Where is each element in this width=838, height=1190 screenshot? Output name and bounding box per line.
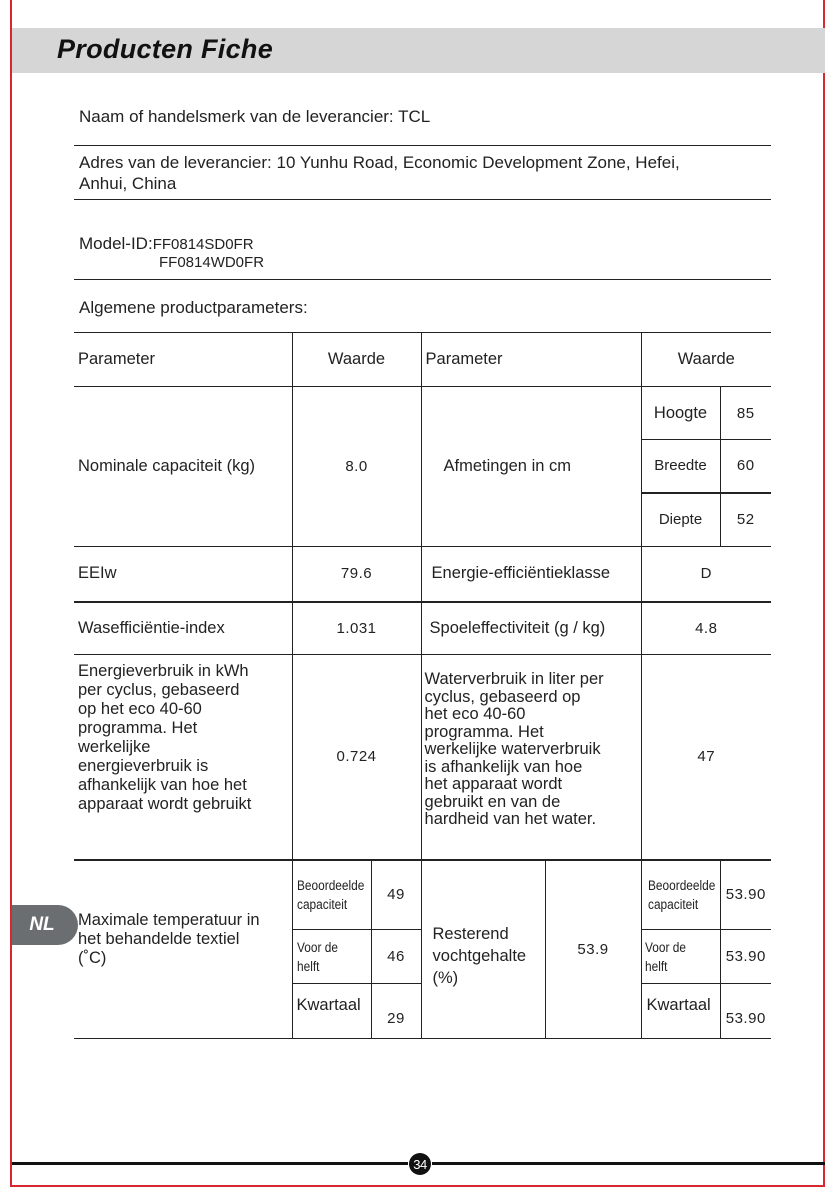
temp-quarter-value: 29	[371, 984, 421, 1039]
water-consumption-line: is afhankelijk van hoe	[424, 757, 583, 776]
energy-class-value: D	[641, 547, 771, 602]
header-value-1: Waarde	[292, 333, 421, 387]
max-temperature-line: (˚C)	[78, 948, 107, 967]
water-consumption-label	[421, 655, 641, 860]
language-tab-nl: NL	[12, 905, 78, 945]
water-consumption-line: werkelijke waterverbruik	[424, 740, 601, 758]
table-header-row	[74, 333, 771, 387]
energy-consumption-value: 0.724	[292, 655, 421, 860]
max-temperature-line: Maximale temperatuur in	[78, 910, 260, 929]
temp-item-label: capaciteit	[296, 896, 347, 912]
energy-consumption-line: per cyclus, gebaseerd	[78, 681, 240, 699]
page-number: 34	[409, 1153, 431, 1175]
table-row	[74, 860, 771, 930]
moist-half-label	[641, 930, 720, 984]
table-row	[74, 655, 771, 860]
moist-rated-label	[641, 860, 720, 930]
temp-half-label	[292, 930, 371, 984]
depth-label: Diepte	[641, 493, 720, 547]
moist-item-label: Voor de helft	[644, 939, 686, 974]
header-value-2: Waarde	[641, 333, 771, 387]
model-id-2: FF0814WD0FR	[159, 254, 265, 271]
temp-quarter-label	[292, 984, 371, 1039]
energy-consumption-line: werkelijke	[78, 738, 151, 756]
supplier-address-line-2: Anhui, China	[79, 174, 177, 193]
energy-consumption-line: Energieverbruik in kWh	[78, 662, 249, 680]
energy-consumption-text	[78, 662, 288, 814]
water-consumption-line: gebruikt en van de	[424, 792, 561, 811]
temp-item-label: Voor de helft	[296, 939, 338, 974]
moist-rated-value: 53.90	[720, 860, 771, 930]
residual-moisture-line: (%)	[432, 969, 459, 988]
divider	[74, 199, 771, 200]
height-label: Hoogte	[641, 387, 720, 440]
width-label: Breedte	[641, 440, 720, 493]
residual-moisture-line: vochtgehalte	[432, 947, 527, 966]
parameters-table	[74, 332, 771, 1039]
max-temperature-line: het behandelde textiel	[78, 929, 240, 948]
temp-rated-value: 49	[371, 860, 421, 930]
energy-class-label: Energie-efficiëntieklasse	[421, 547, 641, 602]
dimensions-label: Afmetingen in cm	[421, 387, 641, 547]
table-row	[74, 602, 771, 655]
moist-item-label: capaciteit	[647, 896, 698, 912]
wash-index-value: 1.031	[292, 602, 421, 655]
energy-consumption-label	[74, 655, 292, 860]
residual-moisture-text	[433, 923, 545, 989]
residual-moisture-value: 53.9	[545, 860, 641, 1039]
moist-quarter-label	[641, 984, 720, 1039]
water-consumption-text	[425, 671, 637, 829]
supplier-address	[79, 152, 680, 194]
height-value: 85	[720, 387, 771, 440]
max-temperature-text	[78, 911, 292, 968]
temp-rated-label	[292, 860, 371, 930]
moist-item-label: Kwartaal	[646, 996, 711, 1014]
wash-index-label: Wasefficiëntie-index	[74, 602, 292, 655]
model-id-1: FF0814SD0FR	[152, 236, 254, 253]
header-parameter-2: Parameter	[421, 333, 641, 387]
residual-moisture-label	[421, 860, 545, 1039]
divider	[74, 279, 771, 280]
header-parameter-1: Parameter	[74, 333, 292, 387]
energy-consumption-line: apparaat wordt gebruikt	[78, 795, 252, 813]
eeiw-value: 79.6	[292, 547, 421, 602]
width-value: 60	[720, 440, 771, 493]
rinse-value: 4.8	[641, 602, 771, 655]
rinse-label: Spoeleffectiviteit (g / kg)	[421, 602, 641, 655]
energy-consumption-line: energieverbruik is	[78, 757, 209, 775]
moist-quarter-value: 53.90	[720, 984, 771, 1039]
eeiw-label: EEIw	[74, 547, 292, 602]
temp-item-label: Kwartaal	[296, 996, 361, 1014]
table-row	[74, 387, 771, 440]
water-consumption-line: het eco 40-60	[424, 705, 526, 723]
water-consumption-line: hardheid van het water.	[424, 810, 597, 828]
moist-half-value: 53.90	[720, 930, 771, 984]
supplier-name: Naam of handelsmerk van de leverancier: TCL	[79, 107, 431, 126]
energy-consumption-line: op het eco 40-60	[78, 700, 202, 718]
energy-consumption-line: programma. Het	[78, 719, 198, 737]
temp-half-value: 46	[371, 930, 421, 984]
supplier-address-line-1: Adres van de leverancier: 10 Yunhu Road, Economic Development Zone, Hefei,	[79, 153, 680, 172]
temp-item-label: Beoordeelde	[296, 877, 364, 893]
energy-consumption-line: afhankelijk van hoe het	[78, 776, 247, 794]
residual-moisture-line: Resterend	[432, 925, 509, 944]
page-title: Producten Fiche	[57, 34, 274, 64]
capacity-value: 8.0	[292, 387, 421, 547]
capacity-label: Nominale capaciteit (kg)	[74, 387, 292, 547]
depth-value: 52	[720, 493, 771, 547]
footer-rule-right	[432, 1162, 825, 1165]
table-row	[74, 547, 771, 602]
water-consumption-line: het apparaat wordt	[424, 775, 563, 793]
water-consumption-value: 47	[641, 655, 771, 860]
model-id-label: Model-ID:	[79, 234, 153, 253]
water-consumption-line: Waterverbruik in liter per	[424, 670, 604, 688]
water-consumption-line: programma. Het	[424, 722, 544, 741]
moist-item-label: Beoordeelde	[647, 877, 715, 893]
divider	[74, 145, 771, 146]
water-consumption-line: cyclus, gebaseerd op	[424, 687, 581, 706]
footer-rule-left	[12, 1162, 408, 1165]
general-params-label: Algemene productparameters:	[79, 298, 308, 317]
max-temperature-label	[74, 860, 292, 1039]
